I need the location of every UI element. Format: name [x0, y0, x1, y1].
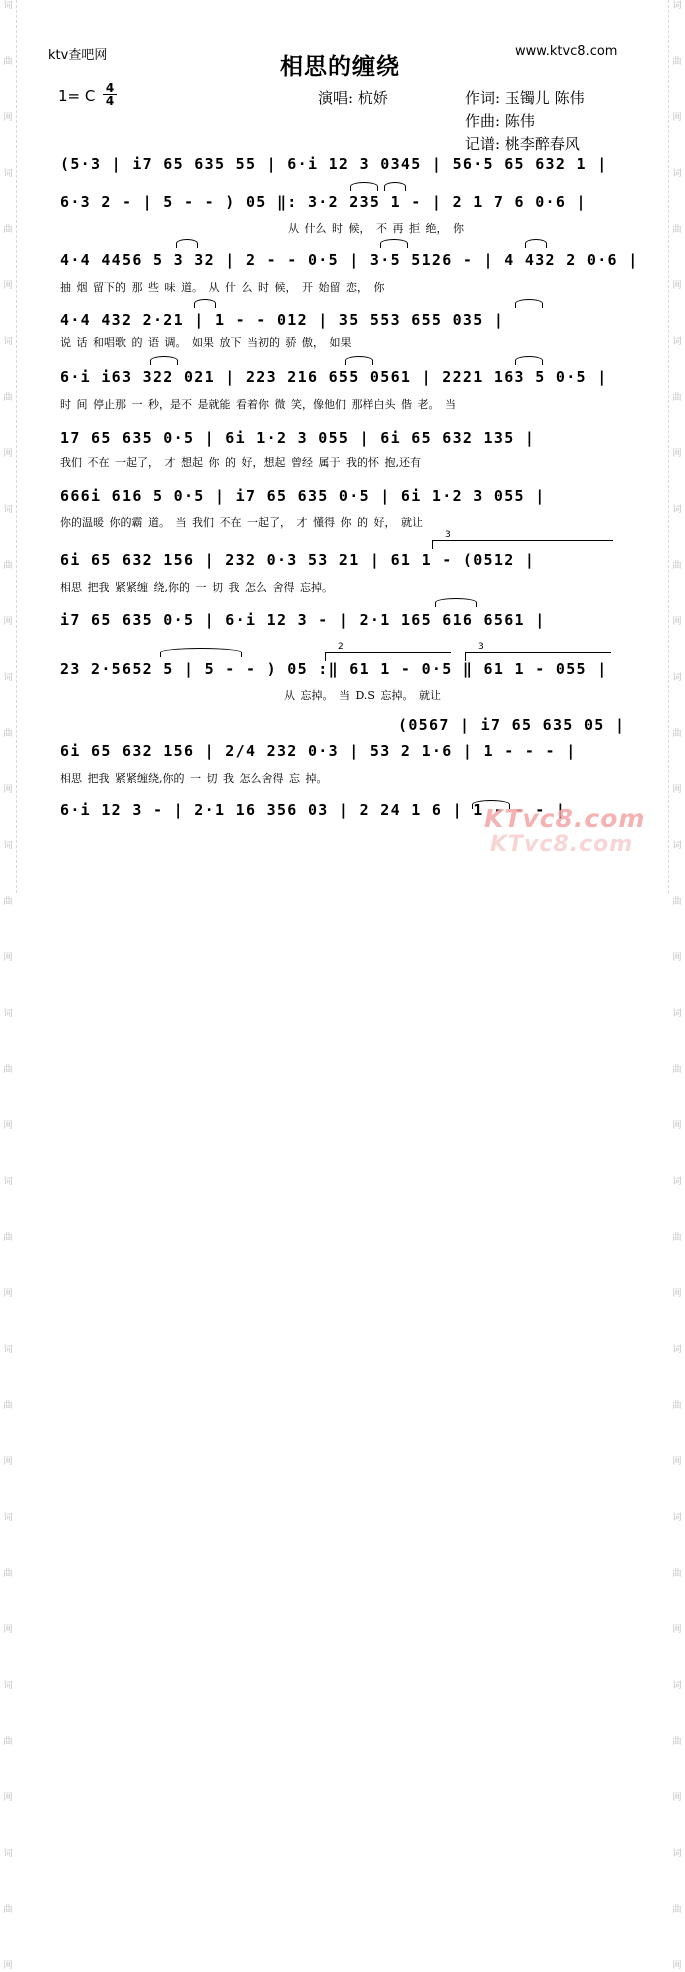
- notes-line-5: 6·i i63 322 021 | 223 216 655 0561 | 2221 163 5 0·5 |: [60, 368, 608, 386]
- side-mark-5: 网: [3, 281, 13, 291]
- side-mark-21: 词: [672, 1177, 682, 1187]
- first-ending-bracket: [325, 642, 451, 661]
- meter-bottom: 4: [105, 94, 115, 108]
- notes-line-2: 6·3 2 - | 5 - - ) 05 ‖: 3·2 235 1 - | 2 1 7 6 0·6 |: [60, 193, 587, 211]
- side-mark-35: 网: [3, 1961, 13, 1971]
- side-mark-16: 曲: [3, 897, 13, 907]
- side-mark-20: 网: [672, 1121, 682, 1131]
- side-mark-15: 词: [3, 841, 13, 851]
- side-mark-26: 网: [672, 1457, 682, 1467]
- slur-mark: [350, 182, 378, 191]
- side-mark-27: 词: [3, 1513, 13, 1523]
- slur-mark: [384, 182, 406, 191]
- side-mark-31: 曲: [672, 1737, 682, 1747]
- lyrics-line-10: 从 忘掉。 当 D.S 忘掉。 就让: [284, 689, 441, 702]
- side-mark-35: 网: [672, 1961, 682, 1971]
- side-mark-12: 词: [672, 673, 682, 683]
- side-mark-24: 词: [672, 1345, 682, 1355]
- side-mark-13: 曲: [3, 729, 13, 739]
- site-url: www.ktvc8.com: [515, 44, 618, 59]
- side-mark-9: 词: [3, 505, 13, 515]
- side-mark-14: 网: [3, 785, 13, 795]
- side-mark-3: 词: [672, 169, 682, 179]
- side-mark-14: 网: [672, 785, 682, 795]
- side-mark-16: 曲: [672, 897, 682, 907]
- notes-line-12: 6i 65 632 156 | 2/4 232 0·3 | 53 2 1·6 | 1 - - - |: [60, 742, 577, 760]
- side-mark-19: 曲: [3, 1065, 13, 1075]
- side-mark-33: 词: [3, 1849, 13, 1859]
- slur-mark: [435, 598, 477, 607]
- left-watermark-column: [0, 0, 17, 1971]
- lyrics-line-6: 我们 不在 一起了， 才 想起 你 的 好，想起 曾经 属于 我的怀 抱,还有: [60, 456, 421, 469]
- second-ending-bracket: [465, 642, 611, 661]
- lyrics-line-5: 时 间 停止那 一 秒，是不 是就能 看着你 微 笑，像他们 那样白头 偕 老。 当: [60, 398, 456, 411]
- side-mark-27: 词: [672, 1513, 682, 1523]
- second-ending-number: 3: [478, 642, 484, 652]
- time-signature: [103, 82, 117, 107]
- watermark-text-top: KTvc8.com: [484, 804, 646, 833]
- notes-line-13: 6·i 12 3 - | 2·1 16 356 03 | 2 24 1 6 | 1 - - - |: [60, 801, 567, 819]
- side-mark-26: 网: [3, 1457, 13, 1467]
- slur-mark: [150, 356, 178, 365]
- side-mark-25: 曲: [3, 1401, 13, 1411]
- slur-mark: [525, 239, 547, 248]
- side-mark-0: 词: [3, 1, 13, 11]
- notes-line-4: 4·4 432 2·21 | 1 - - 012 | 35 553 655 035 |: [60, 311, 505, 329]
- song-title: 相思的缠绕: [280, 54, 400, 80]
- side-mark-34: 曲: [672, 1905, 682, 1915]
- side-mark-29: 网: [3, 1625, 13, 1635]
- side-mark-18: 词: [672, 1009, 682, 1019]
- notes-line-10: 23 2·5652 5 | 5 - - ) 05 :‖ 61 1 - 0·5 ‖ 61 1 - 055 |: [60, 660, 608, 678]
- side-mark-2: 网: [3, 113, 13, 123]
- lyrics-line-8: 相思 把我 紧紧缠 绕,你的 一 切 我 怎么 舍得 忘掉。: [60, 581, 333, 594]
- notes-line-11: (0567 | i7 65 635 05 |: [398, 716, 626, 734]
- lyrics-line-12: 相思 把我 紧紧缠绕,你的 一 切 我 怎么舍得 忘 掉。: [60, 772, 328, 785]
- side-mark-2: 网: [672, 113, 682, 123]
- transcriber-credit: 记谱: 桃李醉春风: [465, 135, 580, 153]
- side-mark-28: 曲: [3, 1569, 13, 1579]
- side-mark-6: 词: [3, 337, 13, 347]
- ktvc8-watermark-logo: [484, 804, 646, 864]
- side-mark-5: 网: [672, 281, 682, 291]
- side-mark-32: 网: [672, 1793, 682, 1803]
- side-mark-17: 网: [3, 953, 13, 963]
- side-mark-18: 词: [3, 1009, 13, 1019]
- slur-mark: [194, 299, 216, 308]
- lyrics-line-4: 说 话 和唱歌 的 语 调。 如果 放下 当初的 骄 傲， 如果: [60, 336, 352, 349]
- slur-mark: [160, 648, 242, 657]
- side-mark-33: 词: [672, 1849, 682, 1859]
- side-mark-22: 曲: [672, 1233, 682, 1243]
- side-mark-11: 网: [672, 617, 682, 627]
- watermark-text-bottom: KTvc8.com: [490, 832, 634, 857]
- ending-number: 3: [445, 530, 451, 540]
- side-mark-1: 曲: [672, 57, 682, 67]
- side-mark-29: 网: [672, 1625, 682, 1635]
- side-mark-32: 网: [3, 1793, 13, 1803]
- side-mark-23: 网: [3, 1289, 13, 1299]
- side-mark-11: 网: [3, 617, 13, 627]
- side-mark-15: 词: [672, 841, 682, 851]
- lyrics-line-7: 你的温暖 你的霸 道。 当 我们 不在 一起了， 才 懂得 你 的 好， 就让: [60, 516, 423, 529]
- side-mark-21: 词: [3, 1177, 13, 1187]
- side-mark-13: 曲: [672, 729, 682, 739]
- notes-line-8: 6i 65 632 156 | 232 0·3 53 21 | 61 1 - (0512 |: [60, 551, 536, 569]
- side-mark-22: 曲: [3, 1233, 13, 1243]
- side-mark-3: 词: [3, 169, 13, 179]
- side-mark-10: 曲: [3, 561, 13, 571]
- side-mark-24: 词: [3, 1345, 13, 1355]
- ending-bracket: [432, 530, 613, 549]
- side-mark-30: 词: [672, 1681, 682, 1691]
- side-mark-25: 曲: [672, 1401, 682, 1411]
- side-mark-9: 词: [672, 505, 682, 515]
- slur-mark: [345, 356, 373, 365]
- right-watermark-column: [668, 0, 685, 1971]
- side-mark-7: 曲: [672, 393, 682, 403]
- slur-mark: [515, 299, 543, 308]
- side-mark-6: 词: [672, 337, 682, 347]
- side-mark-4: 曲: [672, 225, 682, 235]
- side-mark-23: 网: [672, 1289, 682, 1299]
- lyrics-line-2: 从 什么 时 候， 不 再 拒 绝， 你: [288, 222, 464, 235]
- notes-line-6: 17 65 635 0·5 | 6i 1·2 3 055 | 6i 65 632 135 |: [60, 429, 536, 447]
- side-mark-4: 曲: [3, 225, 13, 235]
- site-name: ktv查吧网: [48, 48, 108, 63]
- notes-line-1: (5·3 | i7 65 635 55 | 6·i 12 3 0345 | 56·5 65 632 1 |: [60, 155, 608, 173]
- side-mark-28: 曲: [672, 1569, 682, 1579]
- side-mark-17: 网: [672, 953, 682, 963]
- slur-mark: [176, 239, 198, 248]
- side-mark-20: 网: [3, 1121, 13, 1131]
- side-mark-8: 网: [672, 449, 682, 459]
- notes-line-9: i7 65 635 0·5 | 6·i 12 3 - | 2·1 165 616 6561 |: [60, 611, 546, 629]
- lyricist-credit: 作词: 玉镯儿 陈伟: [465, 89, 585, 107]
- side-mark-1: 曲: [3, 57, 13, 67]
- slur-mark: [515, 356, 543, 365]
- key-signature: 1= C: [58, 87, 96, 105]
- first-ending-number: 2: [338, 642, 344, 652]
- lyrics-line-3: 抽 烟 留下的 那 些 味 道。 从 什 么 时 候， 开 始留 恋， 你: [60, 281, 385, 294]
- composer-credit: 作曲: 陈伟: [465, 112, 535, 130]
- side-mark-30: 词: [3, 1681, 13, 1691]
- slur-mark: [380, 239, 408, 248]
- side-mark-31: 曲: [3, 1737, 13, 1747]
- side-mark-19: 曲: [672, 1065, 682, 1075]
- side-mark-7: 曲: [3, 393, 13, 403]
- notes-line-3: 4·4 4456 5 3 32 | 2 - - 0·5 | 3·5 5126 - | 4 432 2 0·6 |: [60, 251, 639, 269]
- side-mark-8: 网: [3, 449, 13, 459]
- side-mark-34: 曲: [3, 1905, 13, 1915]
- side-mark-10: 曲: [672, 561, 682, 571]
- meter-top: 4: [105, 81, 115, 95]
- side-mark-12: 词: [3, 673, 13, 683]
- singer-credit: 演唱: 杭娇: [318, 89, 388, 107]
- notes-line-7: 666i 616 5 0·5 | i7 65 635 0·5 | 6i 1·2 3 055 |: [60, 487, 546, 505]
- side-mark-0: 词: [672, 1, 682, 11]
